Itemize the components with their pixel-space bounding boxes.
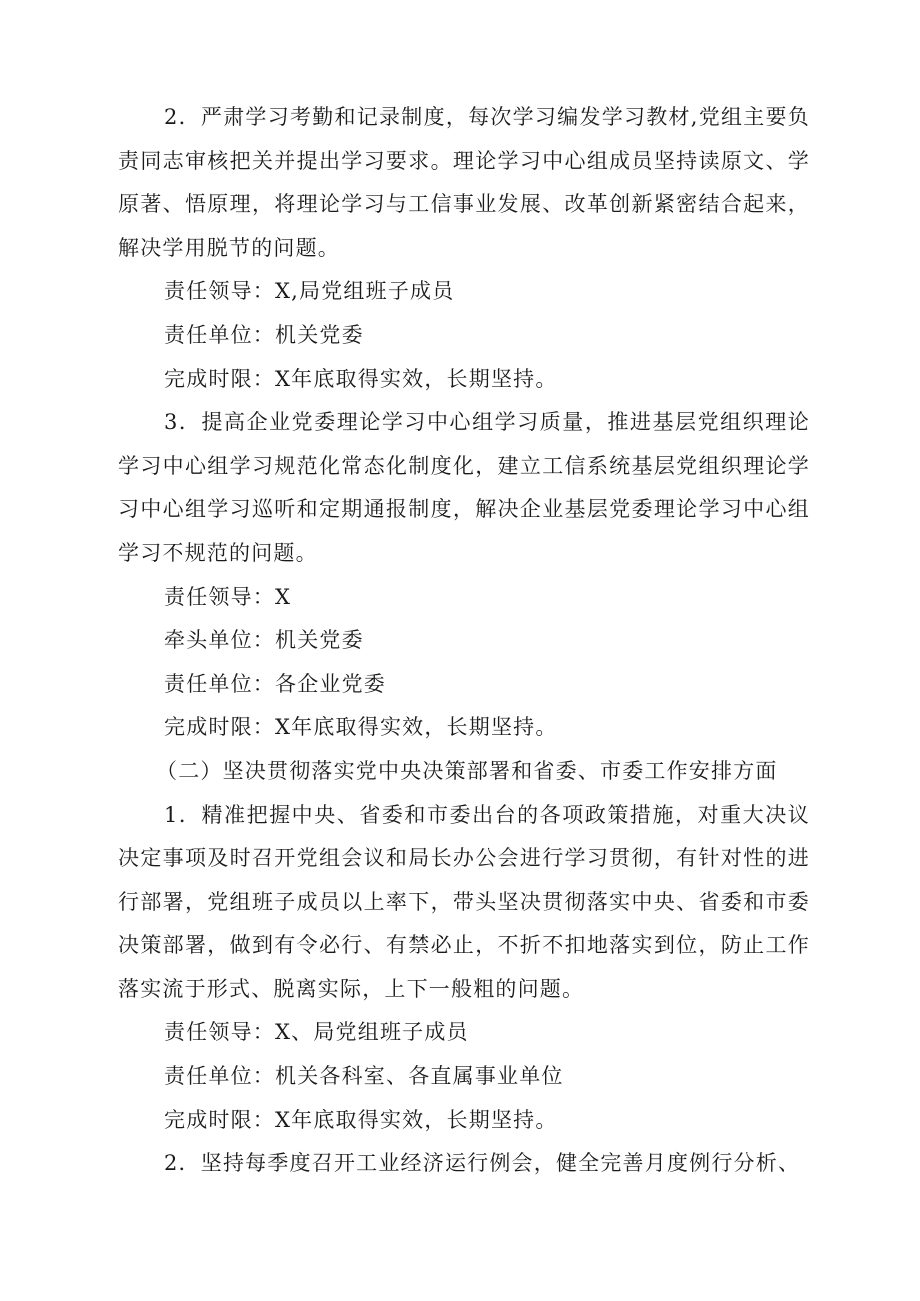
paragraph-item-3-enterprise-study: 3．提高企业党委理论学习中心组学习质量，推进基层党组织理论学习中心组学习规范化常态化制度化，建立工信系统基层党组织理论学习中心组学习巡听和定期通报制度，解决企业基层党委理论学习中心组学习不规范的问题。 [118, 410, 810, 565]
responsible-unit: 责任单位：各企业党委 [164, 671, 386, 696]
completion-deadline: 完成时限：X年底取得实效，长期坚持。 [164, 366, 558, 391]
responsible-unit: 责任单位：机关党委 [164, 322, 364, 347]
responsible-leader: 责任领导：X [164, 584, 292, 609]
paragraph-item-2-study-attendance: 2．严肃学习考勤和记录制度，每次学习编发学习教材,党组主要负责同志审核把关并提出学习要求。理论学习中心组成员坚持读原文、学原著、悟原理，将理论学习与工信事业发展、改革创新紧密结合起来，解决学用脱节的问题。 [118, 105, 810, 260]
paragraph-item-2-economic-meeting: 2．坚持每季度召开工业经济运行例会，健全完善月度例行分析、 [164, 1151, 801, 1176]
responsible-leader: 责任领导：X,局党组班子成员 [164, 279, 455, 304]
completion-deadline: 完成时限：X年底取得实效，长期坚持。 [164, 715, 558, 740]
paragraph-item-1-policy-implementation: 1．精准把握中央、省委和市委出台的各项政策措施，对重大决议决定事项及时召开党组会议和局长办公会进行学习贯彻，有针对性的进行部署，党组班子成员以上率下，带头坚决贯彻落实中央、省委和市委决策部署，做到有令必行、有禁必止，不折不扣地落实到位，防止工作落实流于形式、脱离实际，上下一般粗的问题。 [118, 802, 810, 1001]
responsible-leader: 责任领导：X、局党组班子成员 [164, 1020, 469, 1045]
section-heading-2: （二）坚决贯彻落实党中央决策部署和省委、市委工作安排方面 [156, 758, 778, 783]
responsible-unit: 责任单位：机关各科室、各直属事业单位 [164, 1064, 564, 1089]
completion-deadline: 完成时限：X年底取得实效，长期坚持。 [164, 1107, 558, 1132]
lead-unit: 牵头单位：机关党委 [164, 628, 364, 653]
document-body [118, 96, 810, 1186]
